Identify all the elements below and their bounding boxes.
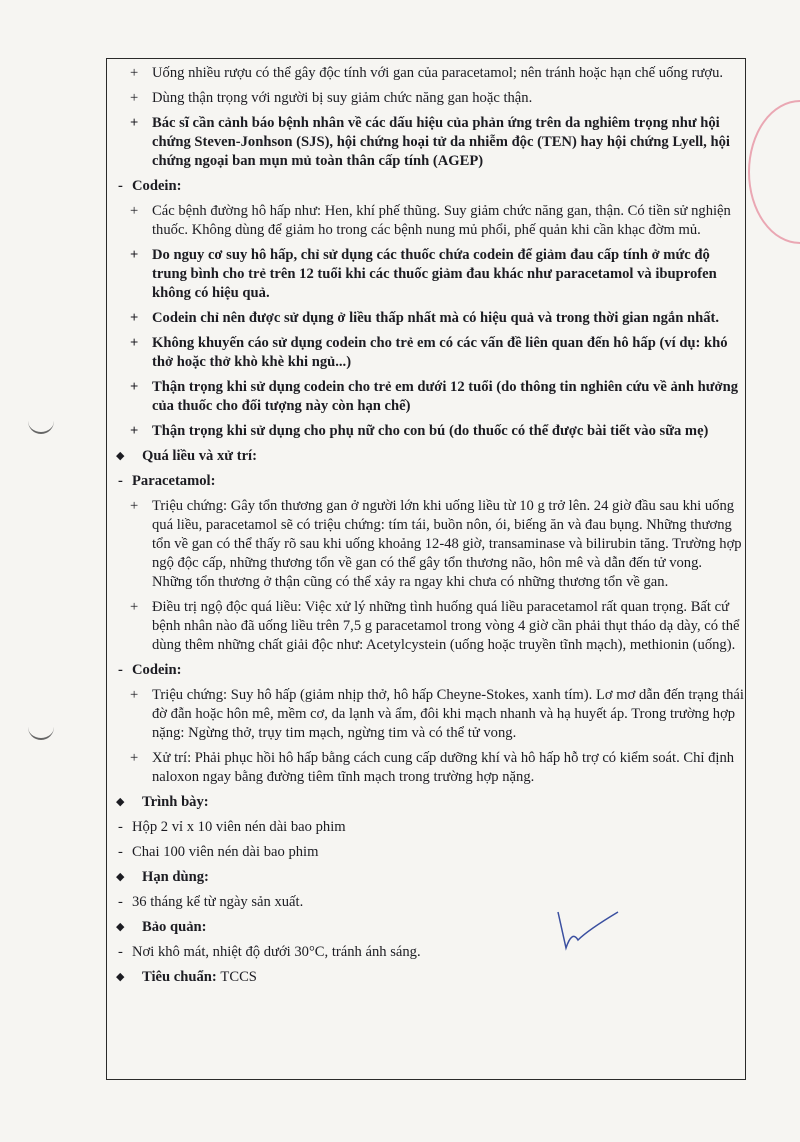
list-item: + Xử trí: Phải phục hồi hô hấp bằng cách cung cấp dưỡng khí và hô hấp hỗ trợ có kiểm soát. Chỉ định naloxon ngay bằng đường tiêm tĩnh mạch trong trường hợp nặng. — [130, 750, 735, 785]
section-heading-overdose: ◆ Quá liều và xử trí: — [116, 448, 257, 464]
list-item: + Thận trọng khi sử dụng cho phụ nữ cho con bú (do thuốc có thể được bài tiết vào sữa mẹ) — [130, 423, 709, 439]
list-item: + Điều trị ngộ độc quá liều: Việc xử lý những tình huống quá liều paracetamol rất quan trọng. Bất cứ bệnh nhân nào đã uống liều trên 7,5 g paracetamol trong vòng 4 giờ cần phải thụt tháo dạ dày, có thể dùng thêm những chất giải độc như: Acetylcystein (uống hoặc truyền tĩnh mạch), methionin (uống). — [130, 599, 740, 653]
company-stamp — [748, 100, 800, 244]
list-item: - 36 tháng kể từ ngày sản xuất. — [118, 894, 304, 910]
list-item: + Triệu chứng: Suy hô hấp (giảm nhịp thở, hô hấp Cheyne-Stokes, xanh tím). Lơ mơ dẫn đến trạng thái đờ đẫn hoặc hôn mê, mềm cơ, da lạnh và ẩm, đôi khi mạch nhanh và hạ huyết áp. Trong trường hợp nặng: Ngừng thở, trụy tim mạch, ngừng tim và có thể tử vong. — [130, 687, 744, 741]
section-heading-expiry: ◆ Hạn dùng: — [116, 869, 209, 885]
binder-hole-mark — [28, 718, 54, 740]
list-item: - Chai 100 viên nén dài bao phim — [118, 844, 319, 860]
list-item: - Hộp 2 vỉ x 10 viên nén dài bao phim — [118, 819, 346, 835]
list-item: - Nơi khô mát, nhiệt độ dưới 30°C, tránh ánh sáng. — [118, 944, 421, 960]
list-item: + Do nguy cơ suy hô hấp, chỉ sử dụng các thuốc chứa codein để giảm đau cấp tính ở mức độ trung bình cho trẻ trên 12 tuổi khi các thuốc giảm đau khác như paracetamol và ibuprofen không có hiệu quả. — [130, 247, 717, 301]
list-item: + Uống nhiều rượu có thể gây độc tính với gan của paracetamol; nên tránh hoặc hạn chế uống rượu. — [130, 65, 724, 81]
list-item: + Dùng thận trọng với người bị suy giảm chức năng gan hoặc thận. — [130, 90, 533, 106]
section-heading-storage: ◆ Bảo quản: — [116, 919, 207, 935]
section-heading-standard: ◆ Tiêu chuẩn: TCCS — [116, 969, 257, 985]
subheading-paracetamol: - Paracetamol: — [118, 473, 216, 489]
list-item: + Triệu chứng: Gây tổn thương gan ở người lớn khi uống liều từ 10 g trở lên. 24 giờ đầu sau khi uống quá liều, paracetamol sẽ có triệu chứng: tím tái, buồn nôn, ói, biếng ăn và đau bụng. Những thương tổn về gan có thể thấy rõ sau khi uống khoảng 12-48 giờ, transaminase và bilirubin tăng. Trường hợp ngộ độc cấp, những thương tổn về gan có thể gây tổn thương não, hôn mê và dẫn đến tử vong. Những tổn thương ở thận cũng có thể xảy ra ngay khi chưa có những thương tổn về gan. — [130, 498, 742, 590]
subheading-codein: - Codein: — [118, 178, 182, 194]
list-item: + Không khuyến cáo sử dụng codein cho trẻ em có các vấn đề liên quan đến hô hấp (ví dụ: khó thở hoặc thở khò khè khi ngủ...) — [130, 335, 728, 370]
list-item: + Thận trọng khi sử dụng codein cho trẻ em dưới 12 tuổi (do thông tin nghiên cứu về ảnh hưởng của thuốc cho đối tượng này còn hạn chế) — [130, 379, 739, 414]
document-content — [112, 64, 744, 993]
binder-hole-mark — [28, 412, 54, 434]
list-item: + Các bệnh đường hô hấp như: Hen, khí phế thũng. Suy giảm chức năng gan, thận. Có tiền sử nghiện thuốc. Không dùng để giảm ho trong các bệnh nung mủ phổi, phế quản khi cần khạc đờm mủ. — [130, 203, 731, 238]
standard-value: TCCS — [220, 969, 257, 985]
list-item: + Bác sĩ cần cảnh báo bệnh nhân về các dấu hiệu của phản ứng trên da nghiêm trọng như hội chứng Steven-Jonhson (SJS), hội chứng hoại tử da nhiễm độc (TEN) hay hội chứng Lyell, hội chứng ngoại ban mụn mủ toàn thân cấp tính (AGEP) — [130, 115, 730, 169]
section-heading-presentation: ◆ Trình bày: — [116, 794, 209, 810]
list-item: + Codein chỉ nên được sử dụng ở liều thấp nhất mà có hiệu quả và trong thời gian ngắn nhất. — [130, 310, 719, 326]
subheading-codein: - Codein: — [118, 662, 182, 678]
